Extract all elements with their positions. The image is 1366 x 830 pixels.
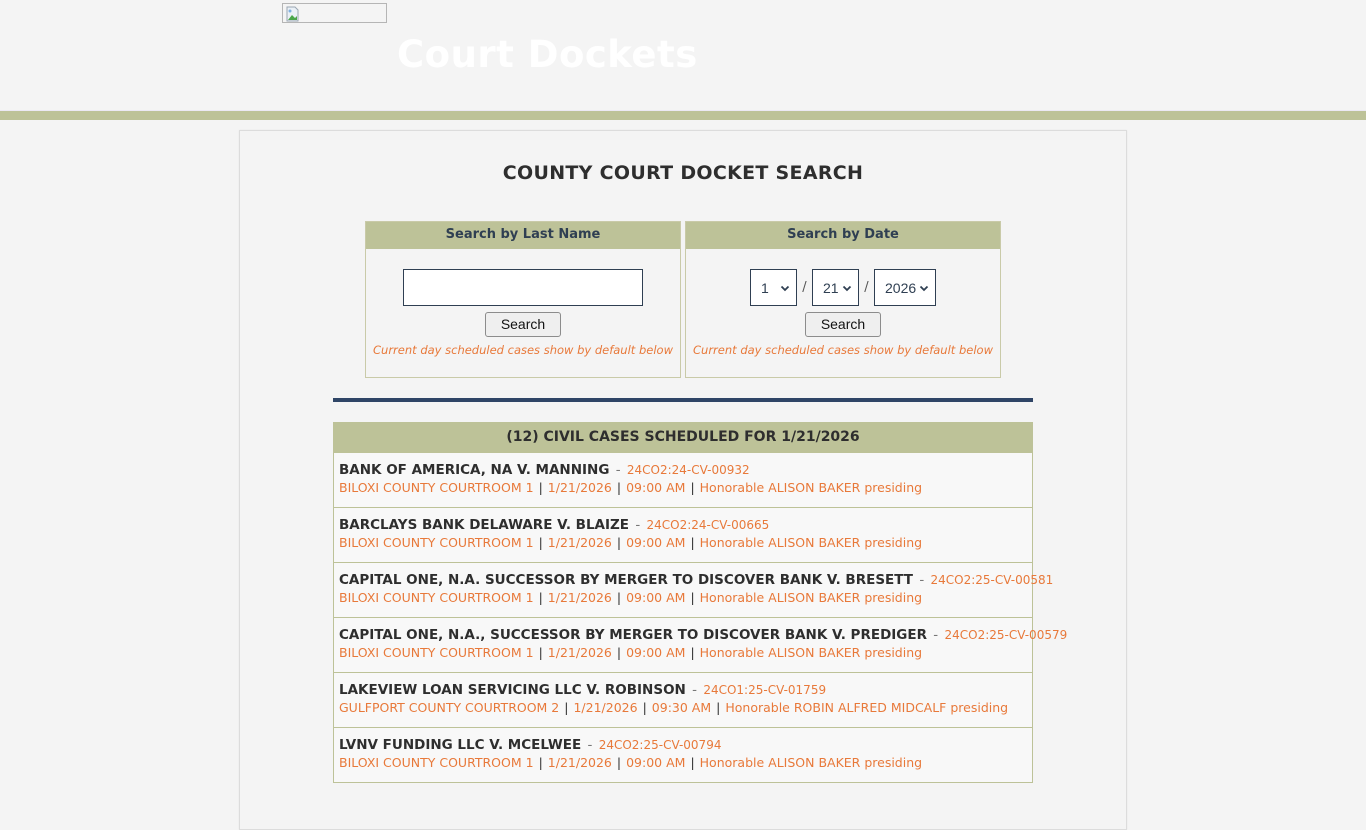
- pipe-separator: |: [616, 645, 622, 660]
- pipe-separator: |: [690, 480, 695, 495]
- case-courtroom: BILOXI COUNTY COURTROOM 1: [339, 480, 534, 495]
- case-dash: -: [933, 627, 939, 643]
- case-date: 1/21/2026: [573, 700, 638, 715]
- case-dash: -: [635, 517, 641, 533]
- case-dash: -: [919, 572, 925, 588]
- case-number-link[interactable]: 24CO2:25-CV-00579: [944, 628, 1068, 642]
- case-row: [334, 562, 1054, 617]
- case-title: LVNV FUNDING LLC V. MCELWEE: [339, 737, 582, 753]
- case-title: BANK OF AMERICA, NA V. MANNING: [339, 462, 610, 478]
- pipe-separator: |: [538, 590, 543, 605]
- year-select[interactable]: [874, 269, 936, 306]
- last-name-input[interactable]: [403, 269, 643, 306]
- case-title: LAKEVIEW LOAN SERVICING LLC V. ROBINSON: [339, 682, 686, 698]
- case-judge: Honorable ALISON BAKER presiding: [699, 645, 923, 660]
- case-date: 1/21/2026: [547, 645, 612, 660]
- search-by-date-heading: Search by Date: [686, 222, 1000, 249]
- case-row: [334, 452, 1032, 507]
- chevron-down-icon: [780, 283, 790, 293]
- date-search-hint: Current day scheduled cases show by default below: [693, 343, 993, 357]
- month-value: 1: [761, 279, 769, 296]
- case-row: [334, 507, 1032, 562]
- date-selectors: [750, 269, 936, 306]
- chevron-down-icon: [919, 283, 929, 293]
- case-title: CAPITAL ONE, N.A., SUCCESSOR BY MERGER TO DISCOVER BANK V. PREDIGER: [339, 627, 927, 643]
- pipe-separator: |: [564, 700, 569, 715]
- case-courtroom: BILOXI COUNTY COURTROOM 1: [339, 590, 534, 605]
- date-separator: /: [802, 280, 807, 295]
- page-title: COUNTY COURT DOCKET SEARCH: [502, 162, 864, 184]
- case-date: 1/21/2026: [547, 755, 612, 770]
- case-courtroom: BILOXI COUNTY COURTROOM 1: [339, 645, 534, 660]
- case-number-link[interactable]: 24CO2:24-CV-00932: [626, 463, 750, 477]
- case-dash: -: [615, 462, 621, 478]
- pipe-separator: |: [538, 535, 543, 550]
- case-time: 09:00 AM: [626, 480, 686, 495]
- header-accent-bar: [0, 110, 1366, 120]
- pipe-separator: |: [538, 755, 543, 770]
- case-dash: -: [692, 682, 698, 698]
- case-judge: Honorable ALISON BAKER presiding: [699, 535, 923, 550]
- case-courtroom: GULFPORT COUNTY COURTROOM 2: [339, 700, 560, 715]
- pipe-separator: |: [690, 535, 695, 550]
- day-select[interactable]: [812, 269, 859, 306]
- case-time: 09:00 AM: [626, 645, 686, 660]
- date-separator: /: [864, 280, 869, 295]
- pipe-separator: |: [690, 755, 695, 770]
- case-number-link[interactable]: 24CO2:24-CV-00665: [646, 518, 770, 532]
- month-select[interactable]: [750, 269, 797, 306]
- logo-image[interactable]: [282, 3, 387, 23]
- pipe-separator: |: [642, 700, 647, 715]
- case-date: 1/21/2026: [547, 480, 612, 495]
- results-heading: (12) CIVIL CASES SCHEDULED FOR 1/21/2026: [334, 423, 1032, 452]
- case-dash: -: [587, 737, 593, 753]
- broken-image-icon: [285, 6, 301, 22]
- year-value: 2026: [885, 279, 917, 296]
- case-judge: Honorable ALISON BAKER presiding: [699, 480, 923, 495]
- case-number-link[interactable]: 24CO2:25-CV-00581: [930, 573, 1054, 587]
- pipe-separator: |: [690, 645, 695, 660]
- case-row: [334, 617, 1068, 672]
- search-by-date-box: [685, 221, 1001, 378]
- main-panel: [239, 130, 1127, 830]
- date-search-button[interactable]: Search: [805, 312, 881, 337]
- case-title: BARCLAYS BANK DELAWARE V. BLAIZE: [339, 517, 630, 533]
- case-time: 09:00 AM: [626, 590, 686, 605]
- site-title: Court Dockets: [397, 33, 698, 76]
- name-search-button[interactable]: Search: [485, 312, 561, 337]
- pipe-separator: |: [690, 590, 695, 605]
- case-judge: Honorable ROBIN ALFRED MIDCALF presiding: [725, 700, 1009, 715]
- pipe-separator: |: [616, 590, 622, 605]
- search-by-name-heading: Search by Last Name: [366, 222, 680, 249]
- case-number-link[interactable]: 24CO2:25-CV-00794: [598, 738, 722, 752]
- case-courtroom: BILOXI COUNTY COURTROOM 1: [339, 535, 534, 550]
- search-by-name-box: [365, 221, 681, 378]
- case-time: 09:30 AM: [651, 700, 712, 715]
- case-courtroom: BILOXI COUNTY COURTROOM 1: [339, 755, 534, 770]
- pipe-separator: |: [716, 700, 721, 715]
- case-judge: Honorable ALISON BAKER presiding: [699, 590, 923, 605]
- results-table: [333, 422, 1068, 783]
- section-divider: [333, 398, 1033, 402]
- pipe-separator: |: [616, 755, 622, 770]
- case-time: 09:00 AM: [626, 755, 686, 770]
- case-judge: Honorable ALISON BAKER presiding: [699, 755, 923, 770]
- case-date: 1/21/2026: [547, 590, 612, 605]
- pipe-separator: |: [616, 535, 622, 550]
- case-title: CAPITAL ONE, N.A. SUCCESSOR BY MERGER TO DISCOVER BANK V. BRESETT: [339, 572, 914, 588]
- chevron-down-icon: [842, 283, 852, 293]
- case-row: [334, 672, 1032, 727]
- case-date: 1/21/2026: [547, 535, 612, 550]
- pipe-separator: |: [616, 480, 622, 495]
- name-search-hint: Current day scheduled cases show by default below: [373, 343, 673, 357]
- pipe-separator: |: [538, 645, 543, 660]
- pipe-separator: |: [538, 480, 543, 495]
- case-number-link[interactable]: 24CO1:25-CV-01759: [703, 683, 827, 697]
- day-value: 21: [823, 279, 839, 296]
- site-header: [0, 0, 1366, 110]
- case-row: [334, 727, 1032, 782]
- case-time: 09:00 AM: [626, 535, 686, 550]
